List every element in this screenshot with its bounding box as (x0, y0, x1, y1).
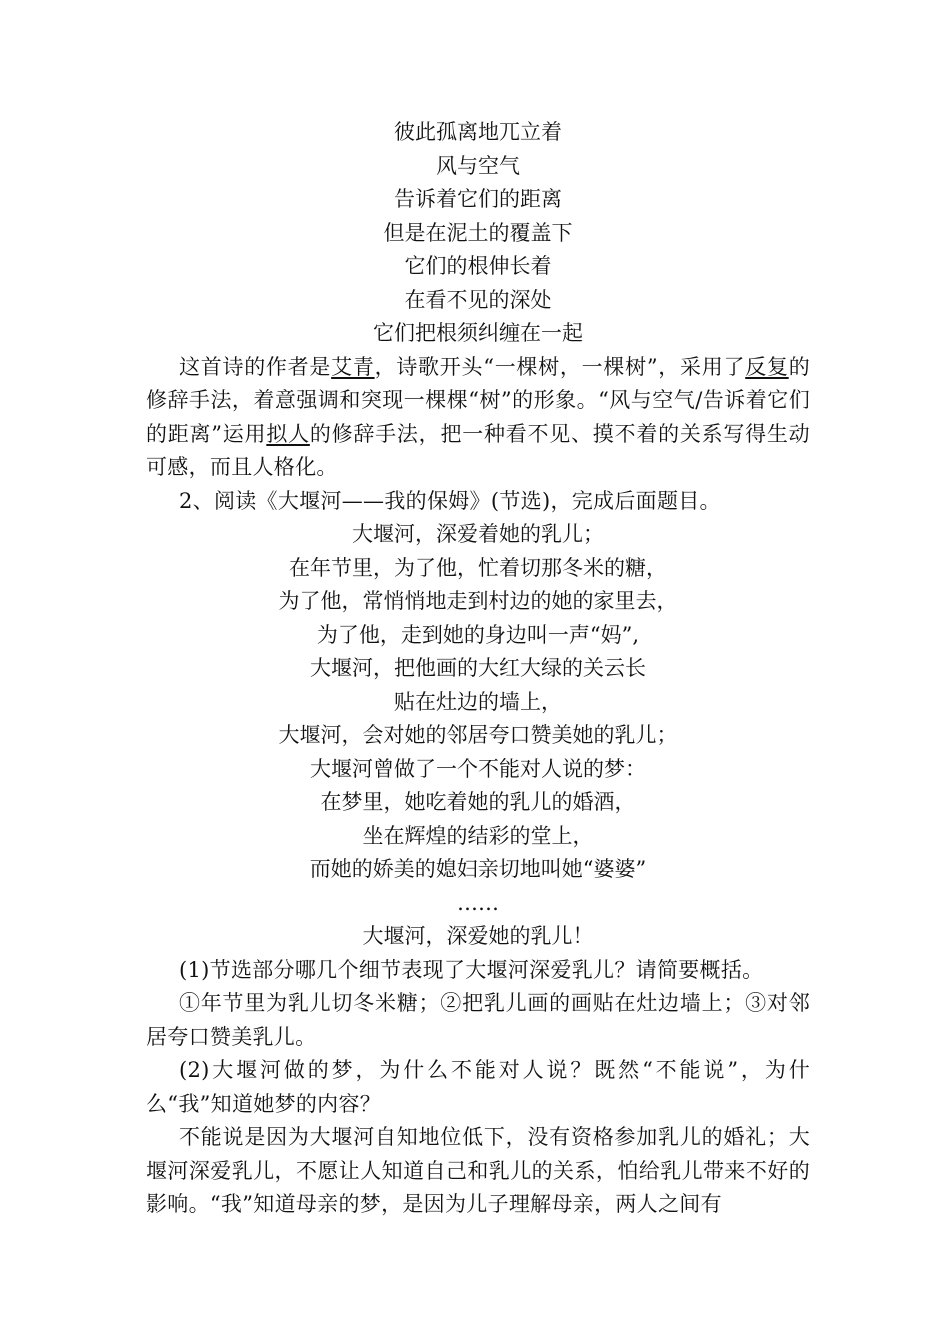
poem-line: 告诉着它们的距离 (394, 187, 562, 211)
poem-line: 它们的根伸长着 (404, 254, 552, 278)
poem-line: 在看不见的深处 (404, 287, 552, 312)
sub-question-2: (2)大堰河做的梦，为什么不能对人说？既然“不能说”，为什么“我”知道她梦的内容？ (146, 1058, 810, 1116)
analysis-text: ，诗歌开头“一棵树，一棵树”，采用了 (374, 354, 746, 379)
poem-line: 大堰河曾做了一个不能对人说的梦： (310, 756, 646, 781)
poem-line: 但是在泥土的覆盖下 (383, 220, 573, 245)
answer-device-repetition: 反复 (745, 354, 789, 379)
poem-line: 而她的娇美的媳妇亲切地叫她“婆婆” (309, 857, 647, 881)
answer-device-personification: 拟人 (266, 421, 310, 446)
analysis-text: 的修辞手法，着意强调和突现一棵棵“树”的形象。“风与空气/告诉着它们的距离”运用 (146, 354, 810, 446)
sub-question-1: (1)节选部分哪几个细节表现了大堰河深爱乳儿？请简要概括。 (179, 957, 764, 982)
poem-excerpt-1 (146, 116, 810, 351)
answer-author: 艾青 (331, 354, 375, 379)
document-page (146, 116, 810, 1222)
poem-line: 大堰河，把他画的大红大绿的关云长 (310, 656, 646, 680)
poem-line: 在年节里，为了他，忙着切那冬米的糖， (289, 555, 667, 580)
analysis-paragraph (146, 351, 810, 485)
poem-line: 大堰河，会对她的邻居夸口赞美她的乳儿； (278, 723, 678, 747)
poem-line: 坐在辉煌的结彩的堂上， (362, 823, 594, 848)
poem-line: 风与空气 (436, 153, 520, 178)
poem-line: 大堰河，深爱着她的乳儿； (352, 522, 604, 546)
poem-line: 彼此孤离地兀立着 (394, 120, 562, 144)
poem-line: 在梦里，她吃着她的乳儿的婚酒， (320, 790, 636, 814)
analysis-text: 的修辞手法，把一种看不见、摸不着的关系写得生动可感，而且人格化。 (146, 421, 810, 479)
poem-line: 贴在灶边的墙上， (394, 689, 562, 714)
ellipsis: …… (457, 890, 499, 915)
poem-line: 它们把根须纠缠在一起 (373, 321, 583, 345)
question-2-intro: 2、阅读《大堰河——我的保姆》(节选)，完成后面题目。 (179, 488, 721, 513)
analysis-text: 这首诗的作者是 (179, 354, 332, 379)
poem-line: 为了他，走到她的身边叫一声“妈”, (316, 622, 640, 647)
poem-line: 大堰河，深爱她的乳儿！ (362, 924, 594, 948)
poem-line: 为了他，常悄悄地走到村边的她的家里去， (278, 589, 678, 613)
sub-answer-1: ①年节里为乳儿切冬米糖；②把乳儿画的画贴在灶边墙上；③对邻居夸口赞美乳儿。 (146, 991, 810, 1049)
poem-excerpt-2 (146, 518, 810, 954)
sub-answer-2: 不能说是因为大堰河自知地位低下，没有资格参加乳儿的婚礼；大堰河深爱乳儿，不愿让人知道自己和乳儿的关系，怕给乳儿带来不好的影响。“我”知道母亲的梦，是因为儿子理解母亲，两人之间有 (146, 1125, 810, 1216)
